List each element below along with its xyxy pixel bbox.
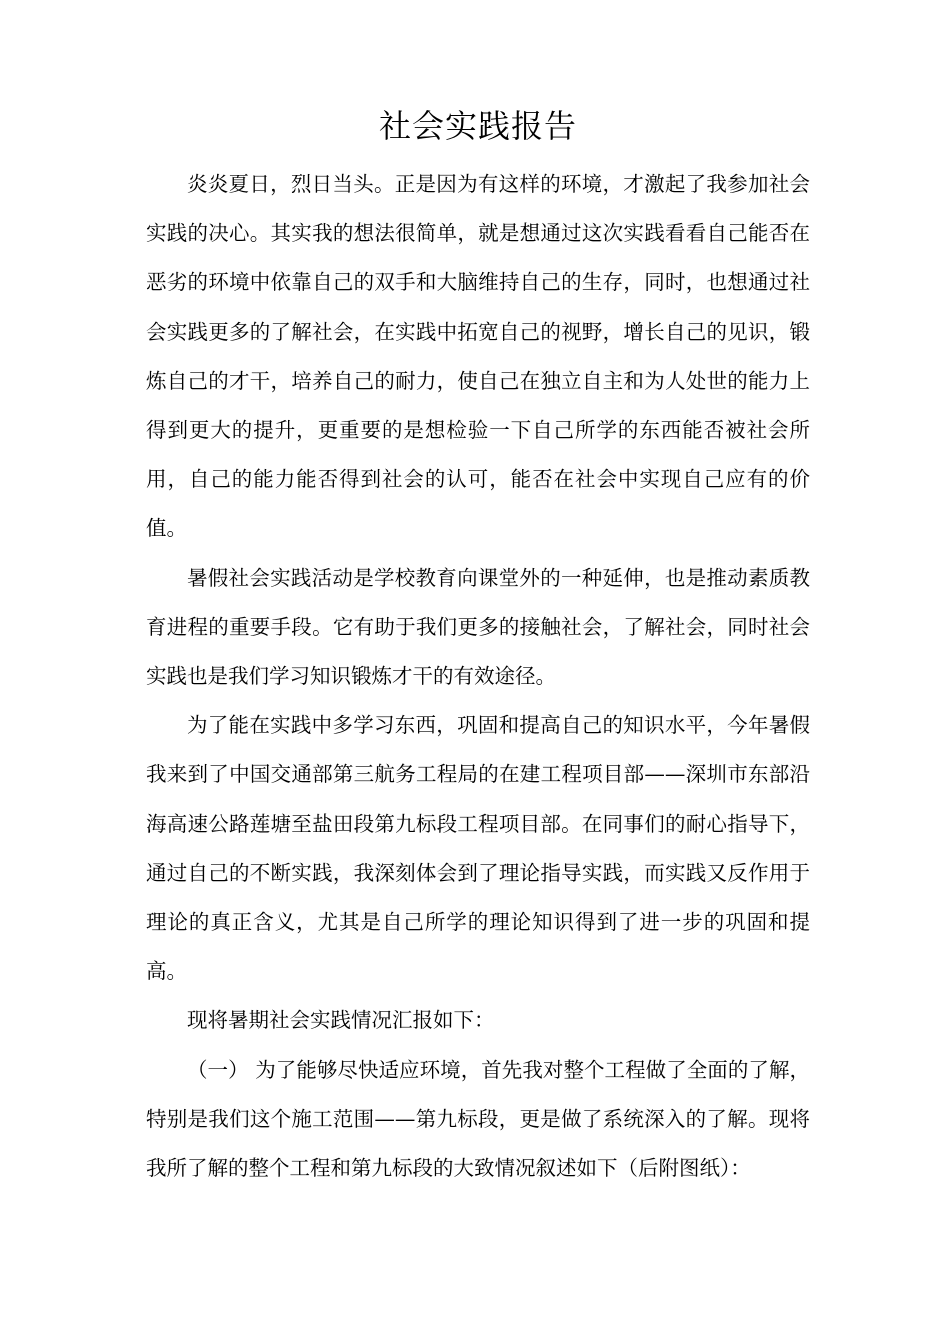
paragraph-placement: 为了能在实践中多学习东西，巩固和提高自己的知识水平，今年暑假我来到了中国交通部第三航务工程局的在建工程项目部——深圳市东部沿海高速公路莲塘至盐田段第九标段工程项目部。在同事们的耐心指导下，通过自己的不断实践，我深刻体会到了理论指导实践，而实践又反作用于理论的真正含义，尤其是自己所学的理论知识得到了进一步的巩固和提高。 <box>146 713 810 984</box>
document-title: 社会实践报告 <box>378 107 577 145</box>
paragraph-intro: 炎炎夏日，烈日当头。正是因为有这样的环境，才激起了我参加社会实践的决心。其实我的想法很简单，就是想通过这次实践看看自己能否在恶劣的环境中依靠自己的双手和大脑维持自己的生存，同时，也想通过社会实践更多的了解社会，在实践中拓宽自己的视野，增长自己的见识，锻炼自己的才干，培养自己的耐力，使自己在独立自主和为人处世的能力上得到更大的提升，更重要的是想检验一下自己所学的东西能否被社会所用，自己的能力能否得到社会的认可，能否在社会中实现自己应有的价值。 <box>146 172 810 541</box>
paragraph-purpose: 暑假社会实践活动是学校教育向课堂外的一种延伸，也是推动素质教育进程的重要手段。它有助于我们更多的接触社会，了解社会，同时社会实践也是我们学习知识锻炼才干的有效途径。 <box>146 565 810 689</box>
paragraph-section-one: （一） 为了能够尽快适应环境，首先我对整个工程做了全面的了解，特别是我们这个施工范围——第九标段，更是做了系统深入的了解。现将我所了解的整个工程和第九标段的大致情况叙述如下（后附图纸）： <box>146 1057 810 1181</box>
paragraph-report-lead: 现将暑期社会实践情况汇报如下： <box>187 1008 495 1033</box>
document-page <box>146 98 810 1193</box>
